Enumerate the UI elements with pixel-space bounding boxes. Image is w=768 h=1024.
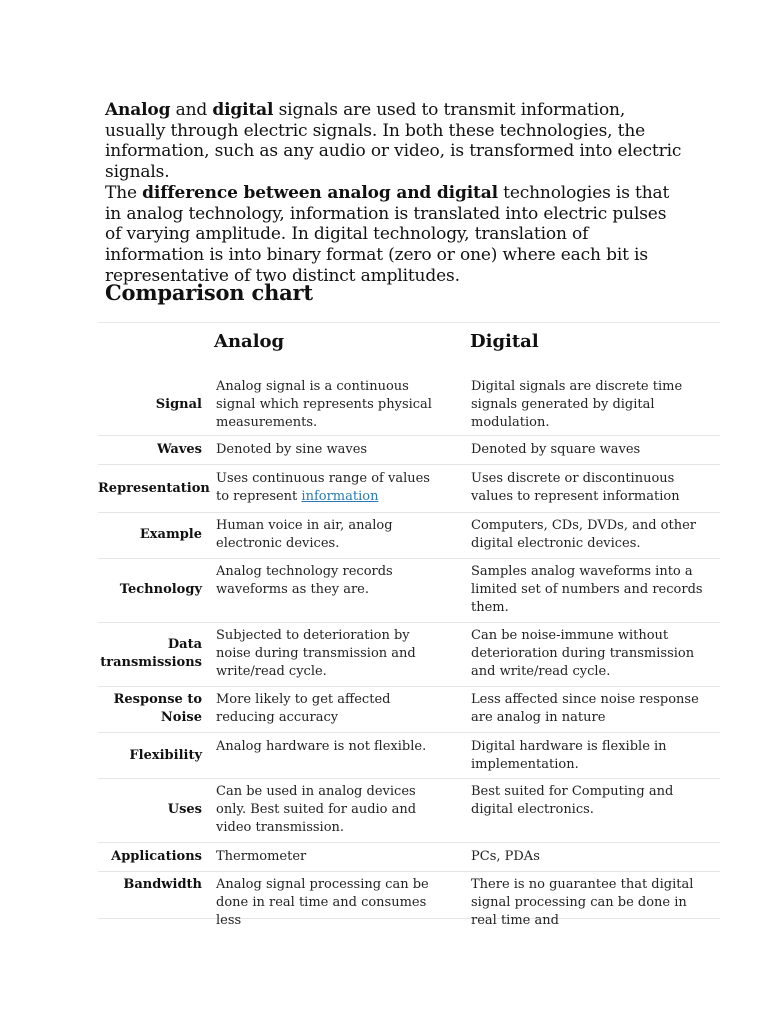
- analog-cell: Analog signal processing can be done in real time and consumes less: [216, 877, 429, 928]
- analog-cell: Human voice in air, analog electronic devices.: [216, 518, 393, 551]
- table-row: [98, 622, 720, 687]
- digital-cell: Can be noise-immune without deterioration during transmission and write/read cycle.: [471, 628, 695, 679]
- digital-cell: Best suited for Computing and digital electronics.: [471, 784, 674, 817]
- column-header-analog: Analog: [214, 331, 285, 352]
- analog-cell: Analog technology records waveforms as they are.: [216, 564, 393, 597]
- comparison-table: [98, 322, 720, 928]
- information-link[interactable]: information: [301, 489, 379, 504]
- row-label: Signal: [155, 397, 202, 412]
- intro-bold-difference: difference between analog and digital: [142, 182, 498, 203]
- row-label: Data transmissions: [100, 637, 202, 670]
- analog-cell: Subjected to deterioration by noise during transmission and write/read cycle.: [216, 628, 416, 679]
- table-row: [98, 373, 720, 436]
- row-label: Example: [139, 527, 202, 542]
- analog-cell: [216, 470, 446, 506]
- analog-cell: Denoted by sine waves: [216, 442, 368, 457]
- analog-cell: Thermometer: [216, 849, 307, 864]
- intro-bold-digital: digital: [212, 100, 274, 120]
- intro-bold-analog: Analog: [105, 100, 171, 120]
- analog-cell-text: Uses continuous range of values to represent: [216, 471, 430, 504]
- row-label: Representation: [98, 481, 210, 496]
- analog-cell: Analog signal is a continuous signal which represents physical measurements.: [216, 379, 432, 430]
- intro-text: [105, 100, 685, 286]
- digital-cell: Less affected since noise response are analog in nature: [471, 692, 699, 725]
- digital-cell: Computers, CDs, DVDs, and other digital electronic devices.: [471, 518, 697, 551]
- analog-cell: More likely to get affected reducing accuracy: [216, 692, 391, 725]
- table-row: [98, 435, 720, 465]
- table-row: [98, 778, 720, 843]
- digital-cell: Samples analog waveforms into a limited set of numbers and records them.: [471, 564, 703, 615]
- row-label: Flexibility: [129, 748, 202, 763]
- row-label: Uses: [167, 802, 202, 817]
- digital-cell: Denoted by square waves: [471, 442, 641, 457]
- table-row: [98, 464, 720, 513]
- table-row: [98, 558, 720, 623]
- analog-cell: Analog hardware is not flexible.: [216, 739, 427, 754]
- table-row: [98, 871, 720, 928]
- intro-text-part: and: [170, 100, 213, 120]
- digital-cell: There is no guarantee that digital signal processing can be done in real time and: [471, 877, 694, 928]
- row-label: Bandwidth: [123, 877, 202, 892]
- digital-cell: Digital hardware is flexible in implementation.: [471, 739, 667, 772]
- analog-cell: Can be used in analog devices only. Best suited for audio and video transmission.: [216, 784, 417, 835]
- column-header-digital: Digital: [470, 331, 539, 352]
- table-row: [98, 732, 720, 779]
- table-row: [98, 512, 720, 559]
- intro-text-part: The: [105, 182, 143, 203]
- row-label: Response to Noise: [113, 692, 202, 725]
- table-row: [98, 686, 720, 733]
- table-row: [98, 842, 720, 872]
- row-label: Applications: [111, 849, 202, 864]
- digital-cell: Digital signals are discrete time signals generated by digital modulation.: [471, 379, 683, 430]
- intro-text-part: signals are used to transmit information, usually through electric signals. In both these technologies, the information, such as any audio or video, is transformed into electric signals.: [105, 100, 682, 183]
- row-label: Waves: [156, 442, 202, 457]
- intro-text-part: technologies is that in analog technology, information is translated into electric pulses of varying amplitude. In digital technology, translation of information is into binary format (zero or one) where each bit is representative of two distinct amplitudes.: [105, 182, 670, 286]
- digital-cell: Uses discrete or discontinuous values to represent information: [471, 471, 680, 504]
- digital-cell: PCs, PDAs: [471, 849, 540, 864]
- row-label: Technology: [119, 582, 202, 597]
- section-heading: Comparison chart: [105, 280, 313, 305]
